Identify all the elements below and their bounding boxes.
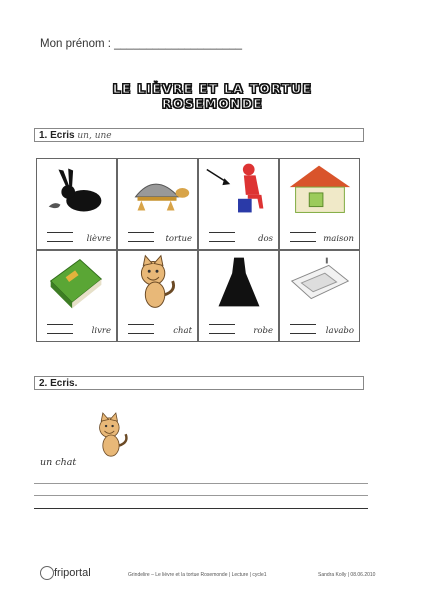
card-livre	[36, 250, 117, 342]
friportal-logo-icon	[40, 566, 54, 580]
answer-blanks[interactable]	[128, 324, 154, 334]
word-chat: chat	[173, 326, 192, 336]
answer-blanks[interactable]	[128, 232, 154, 242]
first-name-line: Mon prénom : ____________________	[40, 38, 243, 50]
section-1-number: 1.	[39, 130, 48, 141]
card-tortue	[117, 158, 198, 250]
writing-line-base[interactable]	[34, 508, 368, 509]
back-figure-icon	[199, 159, 278, 221]
card-lavabo	[279, 250, 360, 342]
section-2-number: 2.	[39, 378, 48, 389]
writing-line-2[interactable]	[34, 495, 368, 496]
card-dos	[198, 158, 279, 250]
example-word: un chat	[40, 457, 77, 468]
word-robe: robe	[253, 326, 273, 336]
page-title-line-2: ROSEMONDE	[161, 96, 264, 111]
sink-icon	[280, 251, 359, 313]
cat-icon	[118, 251, 197, 313]
answer-blanks[interactable]	[47, 232, 73, 242]
hare-icon	[37, 159, 116, 221]
tortoise-icon	[118, 159, 197, 221]
writing-line-1[interactable]	[34, 483, 368, 484]
word-lavabo: lavabo	[325, 326, 354, 336]
answer-blanks[interactable]	[290, 232, 316, 242]
example-cat-icon	[80, 400, 146, 470]
card-lievre	[36, 158, 117, 250]
house-icon	[280, 159, 359, 221]
word-livre: livre	[91, 326, 111, 336]
footer-right: Sandra Kolly | 08.06.2010	[318, 572, 376, 578]
section-1-heading	[34, 128, 364, 142]
word-maison: maison	[323, 234, 354, 244]
answer-blanks[interactable]	[209, 232, 235, 242]
section-1-label: Ecris	[50, 130, 75, 141]
section-1-hint: un, une	[77, 131, 112, 141]
book-icon	[37, 251, 116, 313]
card-chat	[117, 250, 198, 342]
section-2-heading	[34, 376, 364, 390]
dress-icon	[199, 251, 278, 313]
footer-center: Grindelire – Le lièvre et la tortue Rosemonde | Lecture | cycle1	[128, 572, 267, 578]
card-robe	[198, 250, 279, 342]
word-tortue: tortue	[165, 234, 192, 244]
page-title-line-1: LE LIÈVRE ET LA TORTUE	[112, 81, 313, 96]
answer-blanks[interactable]	[290, 324, 316, 334]
answer-blanks[interactable]	[47, 324, 73, 334]
word-dos: dos	[258, 234, 273, 244]
answer-blanks[interactable]	[209, 324, 235, 334]
section-2-label: Ecris.	[50, 378, 78, 389]
card-maison	[279, 158, 360, 250]
word-lievre: lièvre	[86, 234, 111, 244]
footer-logo: friportal	[54, 567, 91, 579]
